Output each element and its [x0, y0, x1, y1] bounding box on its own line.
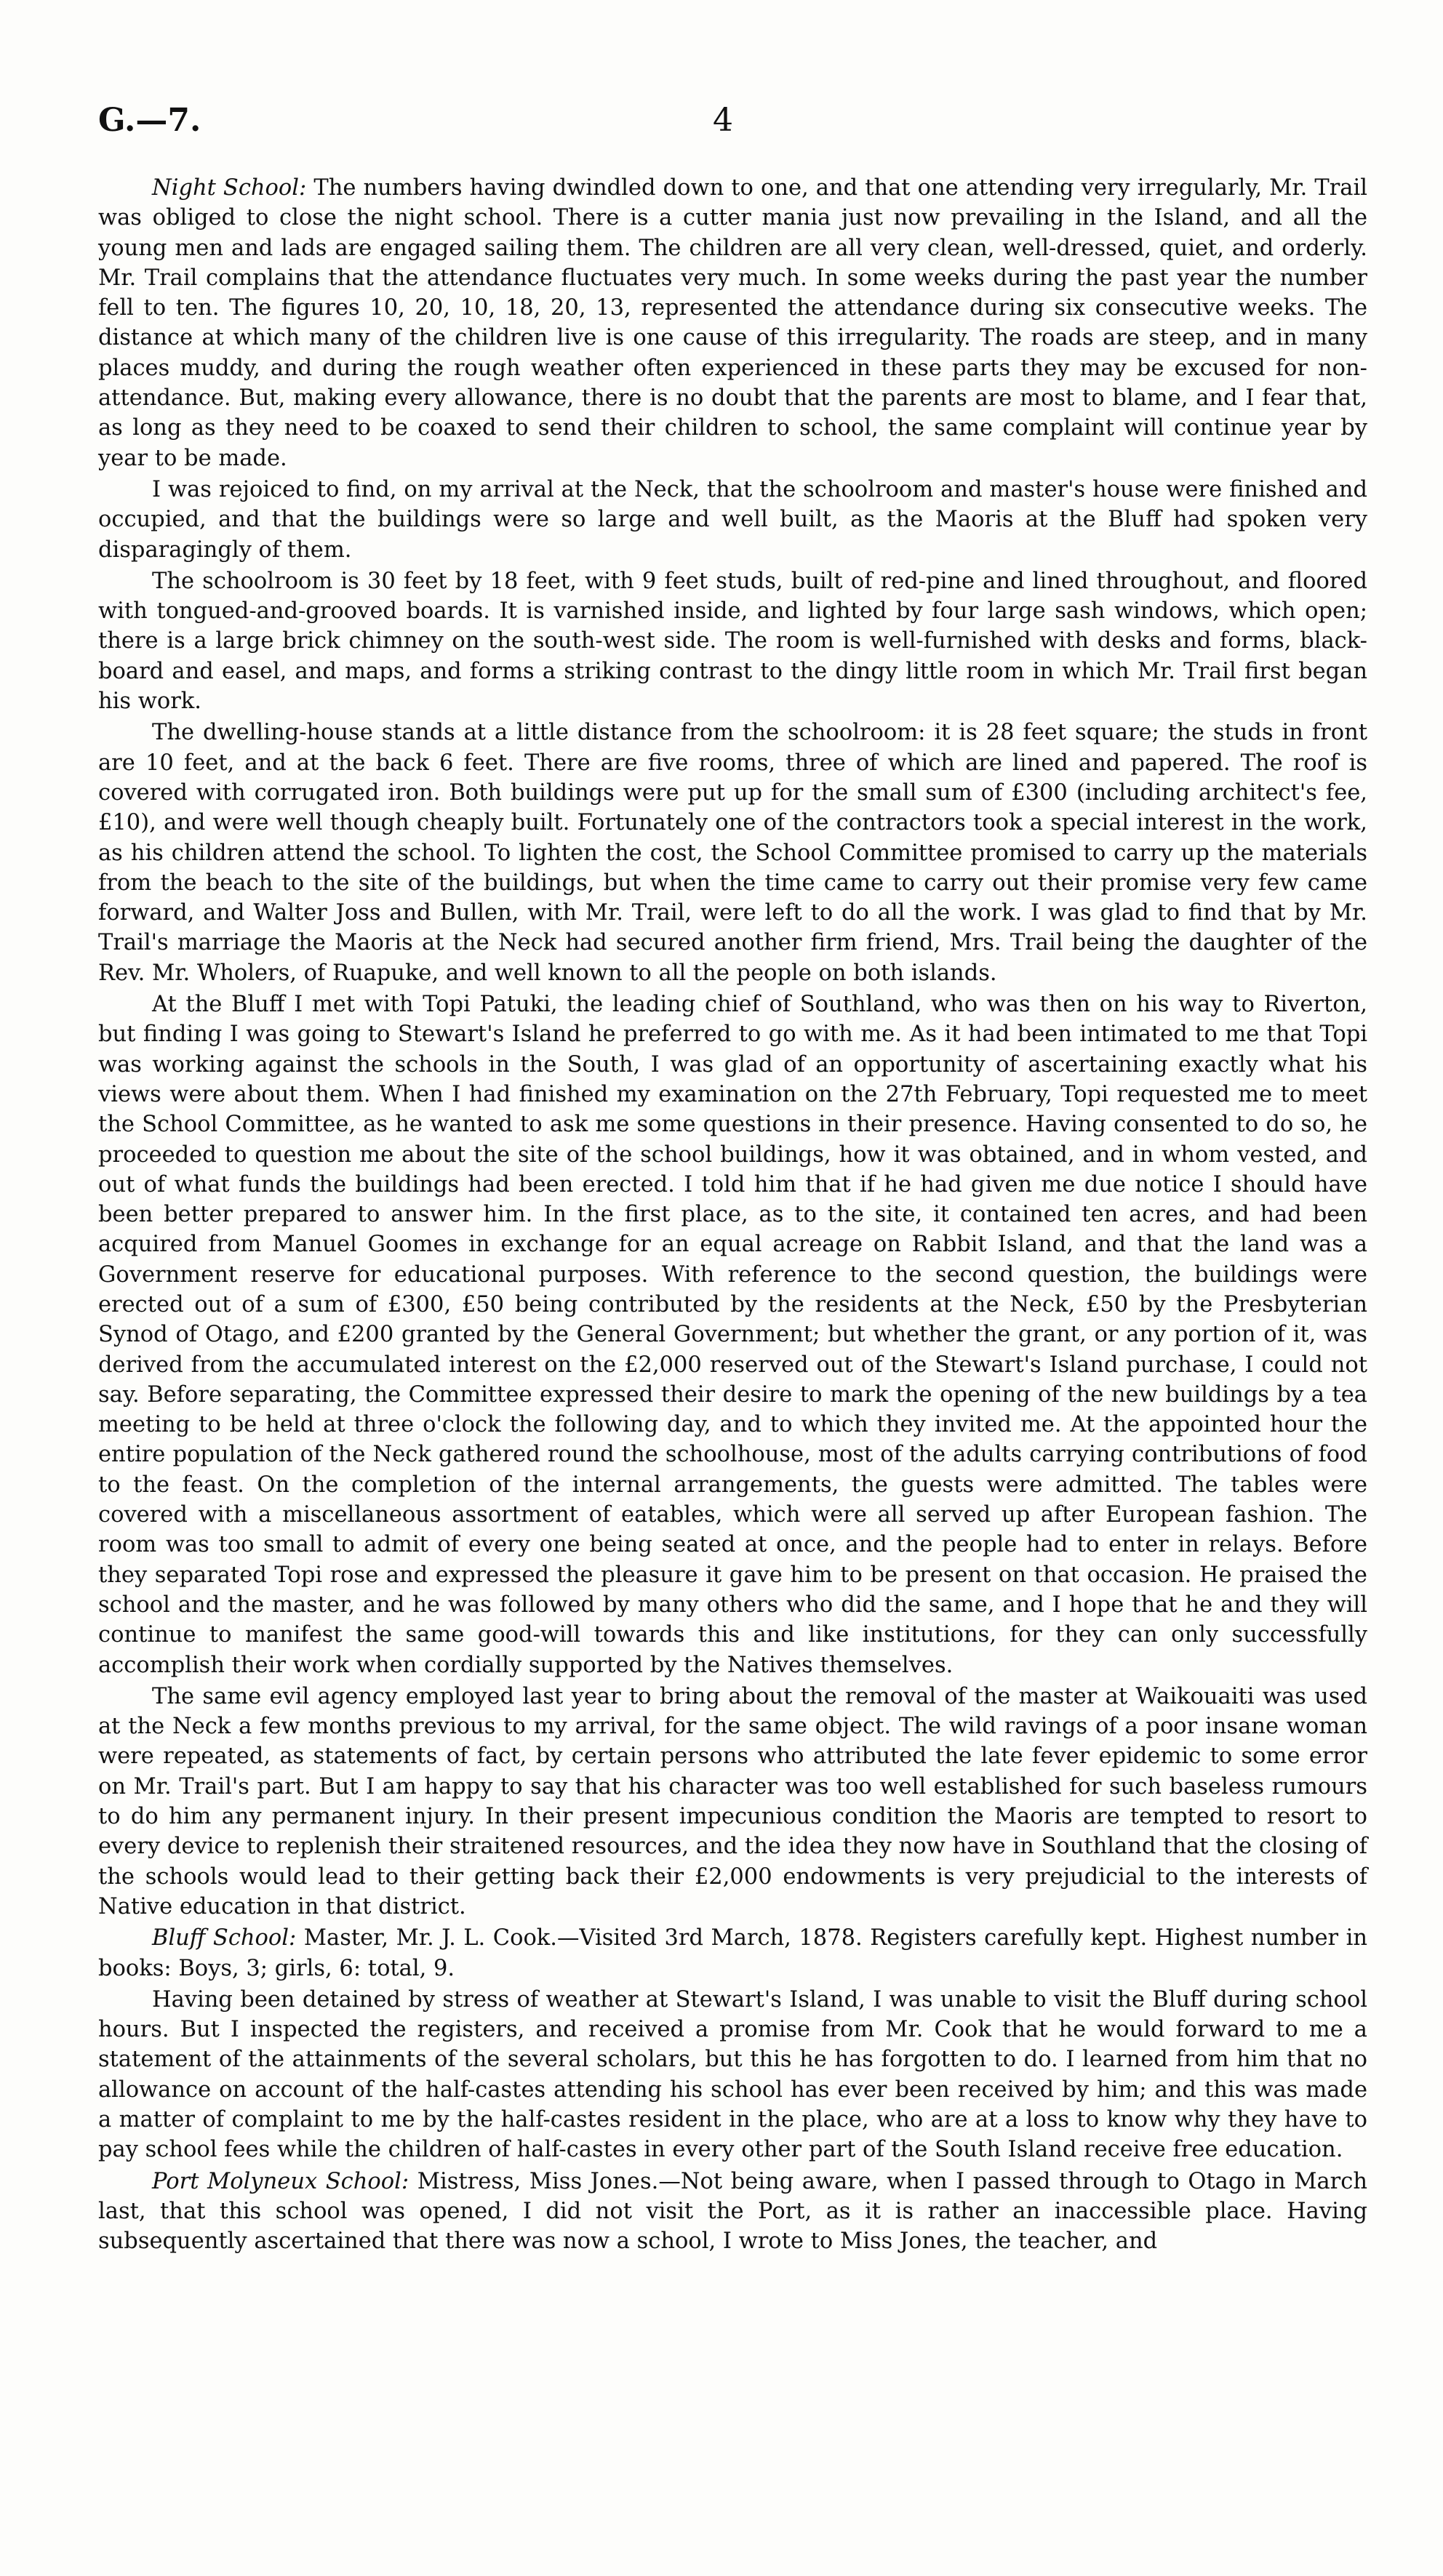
paragraph-text: Having been detained by stress of weather at Stewart's Island, I was unable to visit the Bluff during school hours. But I inspected the registers, and received a promise from Mr. Cook that he would forward to me a statement of the attainments of the several scholars, but this he has forgotten to do. I learned from him that no allowance on account of the half-castes attending his school has ever been received by him; and this was made a matter of complaint to me by the half-castes resident in the place, who are at a loss to know why they have to pay school fees while the children of half-castes in every other part of the South Island receive free education. [98, 1986, 1367, 2163]
paragraph [98, 990, 1367, 1680]
paragraph [98, 1682, 1367, 1922]
paragraph-night-school [98, 173, 1367, 473]
section-lead: Port Molyneux School: [152, 2168, 409, 2194]
section-lead: Night School: [152, 175, 307, 201]
paragraph-text: Mistress, Miss Jones.—Not being aware, when I passed through to Otago in March last, that this school was opened, I did not visit the Port, as it is rather an inaccessible place. Having subsequently ascertained that there was now a school, I wrote to Miss Jones, the teacher, and [98, 2168, 1367, 2255]
paragraph-text: The same evil agency employed last year to bring about the removal of the master at Waikouaiti was used at the Neck a few months previous to my arrival, for the same object. The wild ravings of a poor insane woman were repeated, as statements of fact, by certain persons who attributed the late fever epidemic to some error on Mr. Trail's part. But I am happy to say that his character was too well established for such baseless rumours to do him any permanent injury. In their present impecunious condition the Maoris are tempted to resort to every device to replenish their straitened resources, and the idea they now have in Southland that the closing of the schools would lead to their getting back their £2,000 endowments is very prejudicial to the interests of Native education in that district. [98, 1683, 1367, 1919]
page-header [98, 102, 1345, 145]
paragraph-text: At the Bluff I met with Topi Patuki, the leading chief of Southland, who was then on his way to Riverton, but finding I was going to Stewart's Island he preferred to go with me. As it had been intimated to me that Topi was working against the schools in the South, I was glad of an opportunity of ascertaining exactly what his views were about them. When I had finished my examination on the 27th February, Topi requested me to meet the School Committee, as he wanted to ask me some questions in their presence. Having consented to do so, he proceeded to question me about the site of the school buildings, how it was obtained, and in whom vested, and out of what funds the buildings had been erected. I told him that if he had given me due notice I should have been better prepared to answer him. In the first place, as to the site, it contained ten acres, and had been acquired from Manuel Goomes in exchange for an equal acreage on Rabbit Island, and that the land was a Government reserve for educational purposes. With reference to the second question, the buildings were erected out of a sum of £300, £50 being contributed by the residents at the Neck, £50 by the Presbyterian Synod of Otago, and £200 granted by the General Government; but whether the grant, or any portion of it, was derived from the accumulated interest on the £2,000 reserved out of the Stewart's Island purchase, I could not say. Before separating, the Committee expressed their desire to mark the opening of the new buildings by a tea meeting to be held at three o'clock the following day, and to which they invited me. At the appointed hour the entire population of the Neck gathered round the schoolhouse, most of the adults carrying contributions of food to the feast. On the completion of the internal arrangements, the guests were admitted. The tables were covered with a miscellaneous assortment of eatables, which were all served up after European fashion. The room was too small to admit of every one being seated at once, and the people had to enter in relays. Before they separated Topi rose and expressed the pleasure it gave him to be present on that occasion. He praised the school and the master, and he was followed by many others who did the same, and I hope that he and they will continue to manifest the same good-will towards this and like institutions, for they can only successfully accomplish their work when cordially supported by the Natives themselves. [98, 992, 1367, 1678]
paragraph [98, 475, 1367, 565]
paragraph-bluff-school [98, 1923, 1367, 1983]
section-lead: Bluff School: [152, 1925, 297, 1951]
document-id: G.—7. [98, 102, 201, 139]
paragraph-text: Master, Mr. J. L. Cook.—Visited 3rd March, 1878. Registers carefully kept. Highest number in books: Boys, 3; girls, 6: total, 9. [98, 1925, 1367, 1981]
paragraph [98, 718, 1367, 988]
paragraph-text: The schoolroom is 30 feet by 18 feet, with 9 feet studs, built of red-pine and lined throughout, and floored with tongued-and-grooved boards. It is varnished inside, and lighted by four large sash windows, which open; there is a large brick chimney on the south-west side. The room is well-furnished with desks and forms, black-board and easel, and maps, and forms a striking contrast to the dingy little room in which Mr. Trail first began his work. [98, 568, 1367, 715]
paragraph-text: The numbers having dwindled down to one, and that one attending very irregularly, Mr. Trail was obliged to close the night school. There is a cutter mania just now prevailing in the Island, and all the young men and lads are engaged sailing them. The children are all very clean, well-dressed, quiet, and orderly. Mr. Trail complains that the attendance fluctuates very much. In some weeks during the past year the number fell to ten. The figures 10, 20, 10, 18, 20, 13, represented the attendance during six consecutive weeks. The distance at which many of the children live is one cause of this irregularity. The roads are steep, and in many places muddy, and during the rough weather often experienced in these parts they may be excused for non-attendance. But, making every allowance, there is no doubt that the parents are most to blame, and I fear that, as long as they need to be coaxed to send their children to school, the same complaint will continue year by year to be made. [98, 175, 1367, 471]
paragraph [98, 566, 1367, 716]
paragraph-port-molyneux-school [98, 2167, 1367, 2257]
paragraph-text: I was rejoiced to find, on my arrival at the Neck, that the schoolroom and master's house were finished and occupied, and that the buildings were so large and well built, as the Maoris at the Bluff had spoken very disparagingly of them. [98, 476, 1367, 563]
page-number: 4 [713, 102, 733, 139]
paragraph [98, 1985, 1367, 2165]
paragraph-text: The dwelling-house stands at a little distance from the schoolroom: it is 28 feet square; the studs in front are 10 feet, and at the back 6 feet. There are five rooms, three of which are lined and papered. The roof is covered with corrugated iron. Both buildings were put up for the small sum of £300 (including architect's fee, £10), and were well though cheaply built. Fortunately one of the contractors took a special interest in the work, as his children attend the school. To lighten the cost, the School Committee promised to carry up the materials from the beach to the site of the buildings, but when the time came to carry out their promise very few came forward, and Walter Joss and Bullen, with Mr. Trail, were left to do all the work. I was glad to find that by Mr. Trail's marriage the Maoris at the Neck had secured another firm friend, Mrs. Trail being the daughter of the Rev. Mr. Wholers, of Ruapuke, and well known to all the people on both islands. [98, 720, 1367, 986]
body-text [98, 173, 1367, 2256]
